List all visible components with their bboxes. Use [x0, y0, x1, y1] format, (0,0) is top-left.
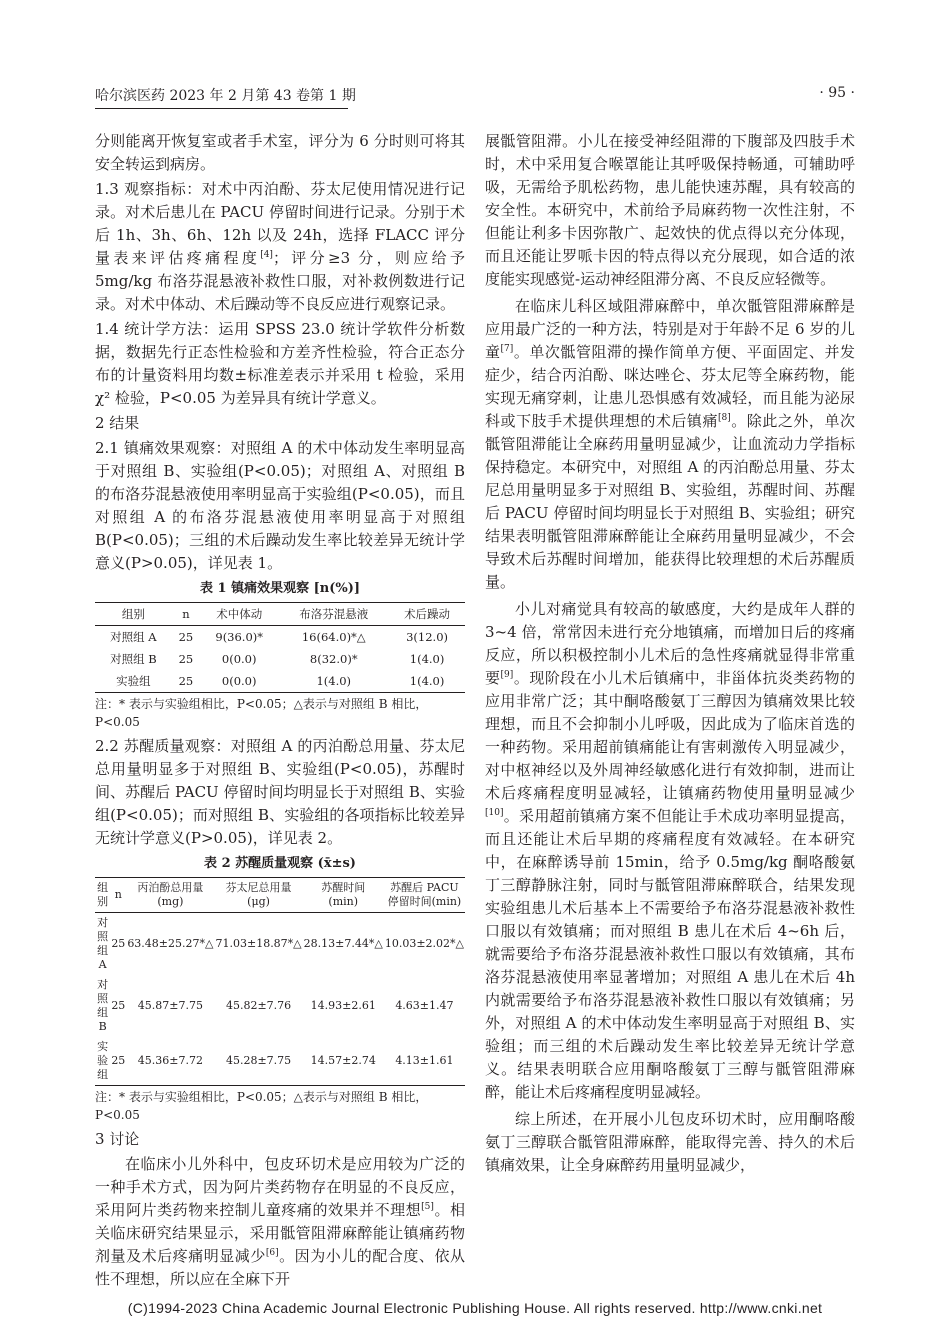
table-header: 苏醒后 PACU 停留时间(min)	[384, 878, 465, 913]
citation[interactable]: [6]	[265, 1248, 279, 1258]
table-row: 实验组 25 45.36±7.72 45.28±7.75 14.57±2.74 4.13±1.61	[95, 1037, 465, 1086]
paragraph: 在临床儿科区域阻滞麻醉中，单次骶管阻滞麻醉是应用最广泛的一种方法，特别是对于年龄不足 6 岁的儿童[7]。单次骶管阻滞的操作简单方便、平面固定、并发症少，结合丙泊酚、咪达唑仑、芬太尼等全麻药物，能实现无痛穿刺，让患儿恐惧感有效减轻，而且能为泌尿科或下肢手术提供理想的术后镇痛[8]。除此之外，单次骶管阻滞能让全麻药用量明显减少，让血流动力学指标保持稳定。本研究中，对照组 A 的丙泊酚总用量、芬太尼总用量明显多于对照组 B、实验组，苏醒时间、苏醒后 PACU 停留时间均明显长于对照组 B、实验组；研究结果表明骶管阻滞麻醉能让全麻药用量明显减少，不会导致术后苏醒时间增加，能获得比较理想的术后苏醒质量。	[485, 297, 855, 591]
table-row: 对照组 B 25 45.87±7.75 45.82±7.76 14.93±2.61 4.63±1.47	[97, 978, 454, 1033]
paragraph: 展骶管阻滞。小儿在接受神经阻滞的下腹部及四肢手术时，术中采用复合喉罩能让其呼吸保持畅通，可辅助呼吸，无需给予肌松药物，患儿能快速苏醒，具有较高的安全性。本研究中，术前给予局麻药物一次性注射，不但能让利多卡因弥散广、起效快的优点得以充分体现，而且还能让罗哌卡因的特点得以充分展现，如合适的浓度能实现感觉-运动神经阻滞分离、不良反应轻微等。	[485, 132, 855, 288]
header-rule	[95, 108, 348, 109]
table-row: 对照组 B 25 0(0.0) 8(32.0)* 1(4.0)	[110, 652, 445, 666]
paragraph: 综上所述，在开展小儿包皮环切术时，应用酮咯酸氨丁三醇联合骶管阻滞麻醉，能取得完善、持久的术后镇痛效果，让全身麻醉药用量明显减少，	[485, 1110, 855, 1174]
table-2-caption: 表 2 苏醒质量观察 (x̄±s)	[204, 856, 356, 871]
citation[interactable]: [8]	[717, 413, 731, 423]
table-2	[95, 877, 465, 1086]
citation[interactable]: [5]	[421, 1202, 434, 1212]
section-2-2: 2.2 苏醒质量观察：对照组 A 的丙泊酚总用量、芬太尼总用量明显多于对照组 B、实验组(P<0.05)，苏醒时间、苏醒后 PACU 停留时间均明显长于对照组 B、实验组(P<0.05)；而对照组 B、实验组的各项指标比较差异无统计学意义(P>0.05)，详见表 2。	[95, 737, 465, 847]
section-2-1: 2.1 镇痛效果观察：对照组 A 的术中体动发生率明显高于对照组 B、实验组(P<0.05)；对照组 A、对照组 B 的布洛芬混悬液使用率明显高于实验组(P<0.05)，而且对照组 A 的布洛芬混悬液使用率明显高于对照组 B(P<0.05)；三组的术后躁动发生率比较差异无统计学意义(P>0.05)，详见表 1。	[95, 439, 465, 572]
table-header: 术中体动	[200, 603, 278, 626]
section-1-3: 1.3 观察指标：对术中丙泊酚、芬太尼使用情况进行记录。对术后患儿在 PACU 停留时间进行记录。分别于术后 1h、3h、6h、12h 以及 24h，选择 FLACC 评分量表来评估疼痛程度[4]；评分≥3 分，则应给予 5mg/kg 布洛芬混悬液补救性口服，对补救例数进行记录。对术中体动、术后躁动等不良反应进行观察记录。	[95, 180, 465, 313]
heading-results: 2 结果	[95, 414, 140, 432]
table-header: 组别	[95, 603, 172, 626]
citation[interactable]: [9]	[500, 670, 514, 680]
paragraph: 在临床小儿外科中，包皮环切术是应用较为广泛的一种手术方式，因为阿片类药物存在明显的不良反应，采用阿片类药物来控制儿童疼痛的效果并不理想[5]。相关临床研究结果显示，采用骶管阻滞麻醉能让镇痛药物剂量及术后疼痛明显减少[6]。因为小儿的配合度、依从性不理想，所以应在全麻下开	[95, 1155, 465, 1288]
right-column	[485, 130, 855, 1177]
table-row: 对照组 A 25 63.48±25.27*△ 71.03±18.87*△ 28.13±7.44*△ 10.03±2.02*△	[97, 916, 464, 971]
left-column	[95, 130, 465, 1291]
table-1	[95, 602, 465, 693]
journal-title: 哈尔滨医药 2023 年 2 月第 43 卷第 1 期	[95, 88, 356, 104]
table-header: n	[172, 603, 200, 626]
running-header	[95, 85, 855, 109]
page-number: · 95 ·	[819, 85, 855, 101]
table-header: 苏醒时间 (min)	[303, 878, 384, 913]
heading-discussion: 3 讨论	[95, 1130, 140, 1148]
table-row: 实验组 25 0(0.0) 1(4.0) 1(4.0)	[95, 670, 465, 693]
table-1-caption: 表 1 镇痛效果观察 [n(%)]	[199, 581, 361, 596]
copyright-footer: (C)1994-2023 China Academic Journal Electronic Publishing House. All rights reserved. http://www.cnki.net	[127, 1300, 823, 1316]
paragraph: 小儿对痛觉具有较高的敏感度，大约是成年人群的 3~4 倍，常常因未进行充分地镇痛，而增加日后的疼痛反应，所以积极控制小儿术后的急性疼痛就显得非常重要[9]。现阶段在小儿术后镇痛中，非甾体抗炎类药物的应用非常广泛；其中酮咯酸氨丁三醇因为镇痛效果比较理想，而且不会抑制小儿呼吸，因此成为了临床首选的一种药物。采用超前镇痛能让有害刺激传入明显减少，对中枢神经以及外周神经敏感化进行有效抑制，进而让术后疼痛程度明显减轻，让镇痛药物使用量明显减少[10]。采用超前镇痛方案不但能让手术成功率明显提高，而且还能让术后早期的疼痛程度有效减轻。在本研究中，在麻醉诱导前 15min，给予 0.5mg/kg 酮咯酸氨丁三醇静脉注射，同时与骶管阻滞麻醉联合，结果发现实验组患儿术后基本上不需要给予布洛芬混悬液补救性口服以有效镇痛；而对照组 B 患儿在术后 4~6h 后，就需要给予布洛芬混悬液补救性口服以有效镇痛，其布洛芬混悬液使用率显著增加；对照组 A 患儿在术后 4h 内就需要给予布洛芬混悬液补救性口服以有效镇痛；另外，对照组 A 的术中体动发生率明显高于对照组 B、实验组；而三组的术后躁动发生率比较差异无统计学意义。结果表明联合应用酮咯酸氨丁三醇与骶管阻滞麻醉，能让术后疼痛程度明显减轻。	[485, 600, 855, 1101]
citation[interactable]: [10]	[485, 808, 504, 818]
table-row: 对照组 A 25 9(36.0)* 16(64.0)*△ 3(12.0)	[110, 630, 449, 644]
citation[interactable]: [4]	[260, 250, 273, 260]
citation[interactable]: [7]	[500, 344, 514, 354]
table-1-note: 注：* 表示与实验组相比，P<0.05；△表示与对照组 B 相比，P<0.05	[95, 697, 428, 729]
table-header: 芬太尼总用量 (μg)	[214, 878, 302, 913]
table-header: 术后躁动	[389, 603, 465, 626]
table-header: 丙泊酚总用量 (mg)	[126, 878, 214, 913]
table-2-note: 注：* 表示与实验组相比，P<0.05；△表示与对照组 B 相比，P<0.05	[95, 1090, 428, 1122]
section-1-4: 1.4 统计学方法：运用 SPSS 23.0 统计学软件分析数据，数据先行正态性检验和方差齐性检验，符合正态分布的计量资料用均数±标准差表示并采用 t 检验，采用 χ² 检验，P<0.05 为差异具有统计学意义。	[95, 320, 465, 407]
table-header: 组别	[95, 878, 110, 913]
paragraph: 分则能离开恢复室或者手术室，评分为 6 分时则可将其安全转运到病房。	[95, 132, 465, 173]
table-header: 布洛芬混悬液	[278, 603, 389, 626]
table-header: n	[110, 878, 126, 913]
